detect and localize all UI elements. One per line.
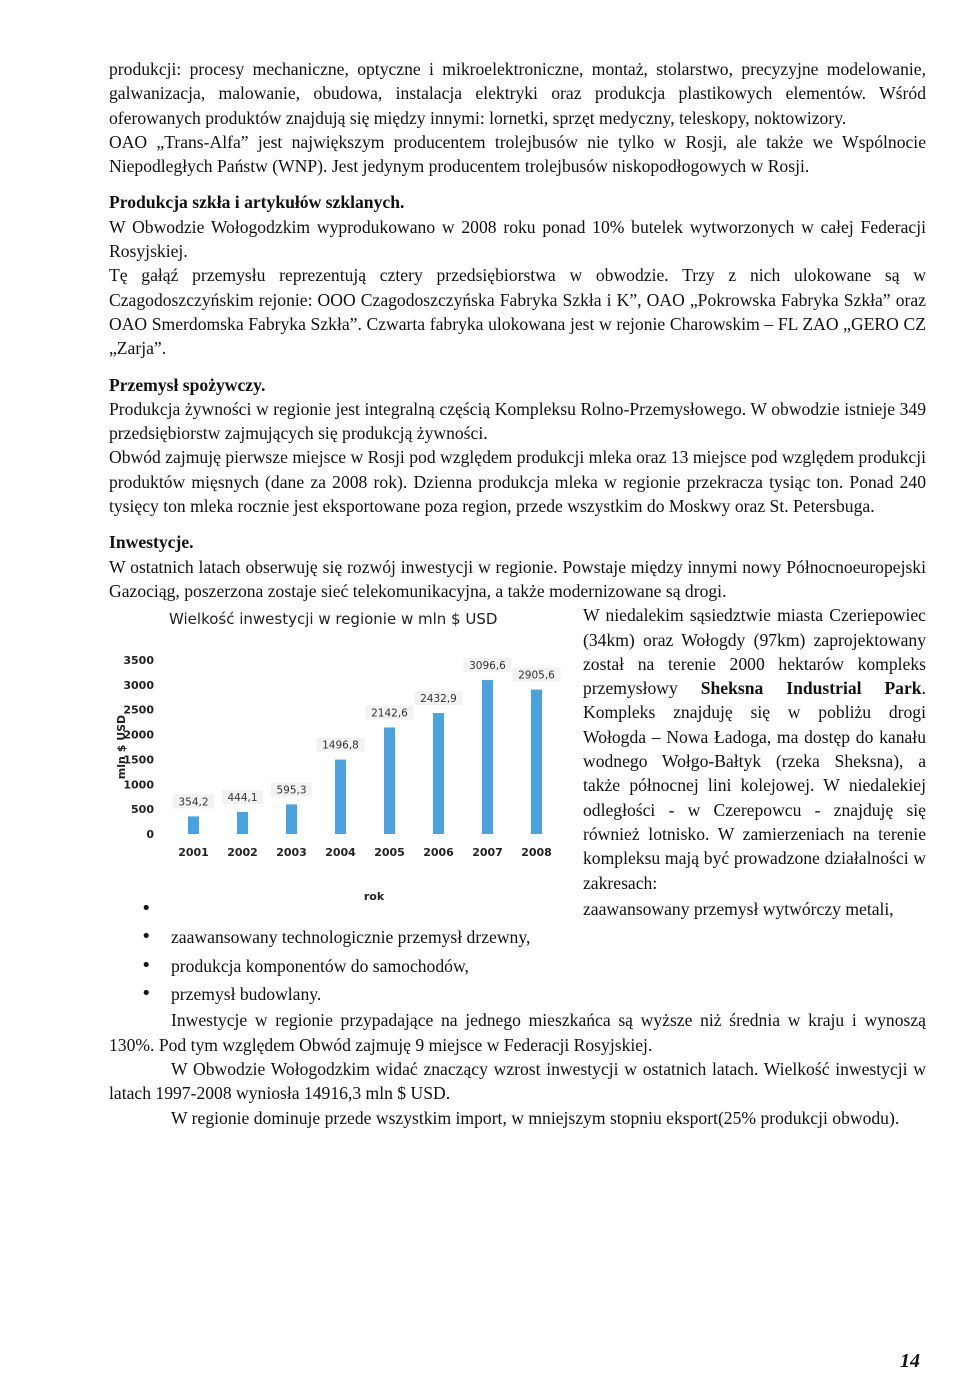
- bar-2007: [482, 680, 493, 834]
- data-label: 2142,6: [371, 707, 408, 720]
- paragraph-text: W niedalekim sąsiedztwie miasta Czeriepowiec (34km) oraz Wołogdy (97km) zaprojektowany został na terenie 2000 hektarów kompleks przemysłowy: [583, 605, 926, 699]
- y-tick-label: 1500: [123, 753, 154, 767]
- section-heading-invest: Inwestycje.: [109, 532, 194, 553]
- paragraph-text: . Kompleks znajduję się w pobliżu drogi Wołogda – Nowa Ładoga, ma dostęp do kanału wodnego Wołgo-Bałtyk (rzeka Sheksna), a także północnej lini kolejowej. W niedalekiej odległości - w Czerepowcu - znajduję się również lotnisko. W zamierzeniach na terenie kompleksu mają być prowadzone działalności w zakresach:: [583, 678, 926, 893]
- document-page: [109, 57, 926, 1130]
- list-item: • zaawansowany technologicznie przemysł drzewny,: [171, 923, 926, 951]
- data-label: 3096,6: [469, 660, 506, 673]
- bar-2005: [384, 728, 395, 835]
- data-label: 595,3: [276, 784, 307, 797]
- y-tick-label: 0: [146, 828, 154, 842]
- paragraph: W regionie dominuje przede wszystkim import, w mniejszym stopniu eksport(25% produkcji obwodu).: [171, 1107, 900, 1128]
- x-tick-label: 2006: [423, 846, 454, 860]
- data-label: 444,1: [227, 792, 258, 805]
- data-label: 1496,8: [322, 739, 359, 752]
- bar-2004: [335, 760, 346, 834]
- x-axis-label: rok: [363, 890, 385, 904]
- x-tick-label: 2005: [374, 846, 405, 860]
- paragraph: produkcji: procesy mechaniczne, optyczne i mikroelektroniczne, montaż, stolarstwo, precyzyjne modelowanie, galwanizacja, malowanie, obudowa, instalacja elektryki oraz produkcja plastikowych elementów. Wśród oferowanych produktów znajdują się między innymi: lornetki, sprzęt medyczny, teleskopy, noktowizory.: [109, 59, 926, 128]
- chart-title: Wielkość inwestycji w regionie w mln $ USD: [169, 610, 498, 629]
- x-tick-label: 2003: [276, 846, 307, 860]
- paragraph: Inwestycje w regionie przypadające na jednego mieszkańca są wyższe niż średnia w kraju i wynoszą 130%. Pod tym względem Obwód zajmuję 9 miejsce w Federacji Rosyjskiej.: [109, 1010, 926, 1055]
- paragraph: Tę gałąź przemysłu reprezentują cztery przedsiębiorstwa w obwodzie. Trzy z nich ulokowane są w Czagodoszczyńskim rejonie: OOO Czagodoszczyńska Fabryka Szkła i K”, OAO „Pokrowska Fabryka Szkła” oraz OAO Smerdomska Fabryka Szkła”. Czwarta fabryka ulokowana jest w rejonie Charowskim – FL ZAO „GERO CZ „Zarja”.: [109, 265, 926, 359]
- data-label: 354,2: [178, 796, 209, 809]
- y-axis-label: mln $ USD: [115, 715, 128, 780]
- bar-2006: [433, 713, 444, 834]
- y-tick-label: 3500: [123, 654, 154, 668]
- bar-2002: [237, 812, 248, 834]
- paragraph: OAO „Trans-Alfa” jest największym producentem trolejbusów nie tylko w Rosji, ale także we Wspólnocie Niepodległych Państw (WNP). Jest jedynym producentem trolejbusów niskopodłogowych w Rosji.: [109, 131, 926, 177]
- paragraph: W ostatnich latach obserwuję się rozwój inwestycji w regionie. Powstaje między innymi nowy Północnoeuropejski Gazociąg, poszerzona zostaje sieć telekomunikacyjna, a także modernizowane są drogi.: [109, 556, 926, 601]
- x-tick-label: 2002: [227, 846, 258, 860]
- data-label: 2905,6: [518, 669, 555, 682]
- paragraph: Produkcja żywności w regionie jest integralną częścią Kompleksu Rolno-Przemysłowego. W obwodzie istnieje 349 przedsiębiorstw zajmujących się produkcją żywności.: [109, 398, 926, 444]
- x-tick-label: 2008: [521, 846, 552, 860]
- y-tick-label: 2500: [123, 703, 154, 717]
- bar-2008: [531, 690, 542, 834]
- list-item: • produkcja komponentów do samochodów,: [171, 952, 926, 980]
- x-tick-label: 2004: [325, 846, 356, 860]
- park-name: Sheksna Industrial Park: [700, 678, 922, 699]
- investment-chart-svg: [109, 606, 571, 908]
- y-tick-label: 500: [131, 803, 154, 817]
- investment-chart: [109, 606, 571, 908]
- y-tick-label: 2000: [123, 728, 154, 742]
- page-number: 14: [900, 1350, 920, 1372]
- section-heading-food: Przemysł spożywczy.: [109, 374, 266, 395]
- x-tick-label: 2001: [178, 846, 209, 860]
- bullet-list: [109, 895, 926, 1009]
- data-label: 2432,9: [420, 693, 457, 706]
- list-item: • przemysł budowlany.: [171, 980, 926, 1008]
- paragraph: W Obwodzie Wołogodzkim widać znaczący wzrost inwestycji w ostatnich latach. Wielkość inwestycji w latach 1997-2008 wyniosła 14916,3 mln $ USD.: [109, 1059, 926, 1104]
- list-item: • zaawansowany przemysł wytwórczy metali,: [171, 895, 926, 923]
- bar-2001: [188, 817, 199, 835]
- bar-2003: [286, 805, 297, 835]
- paragraph: W Obwodzie Wołogodzkim wyprodukowano w 2008 roku ponad 10% butelek wytworzonych w całej Federacji Rosyjskiej.: [109, 216, 926, 262]
- y-tick-label: 1000: [123, 778, 154, 792]
- section-heading-glass: Produkcja szkła i artykułów szklanych.: [109, 192, 405, 213]
- y-tick-label: 3000: [123, 679, 154, 693]
- x-tick-label: 2007: [472, 846, 503, 860]
- paragraph: Obwód zajmuję pierwsze miejsce w Rosji pod względem produkcji mleka oraz 13 miejsce pod względem produkcji produktów mięsnych (dane za 2008 rok). Dzienna produkcja mleka w regionie przekracza tysiąc ton. Ponad 240 tysięcy ton mleka rocznie jest eksportowane poza region, przede wszystkim do Moskwy oraz St. Petersbuga.: [109, 447, 926, 517]
